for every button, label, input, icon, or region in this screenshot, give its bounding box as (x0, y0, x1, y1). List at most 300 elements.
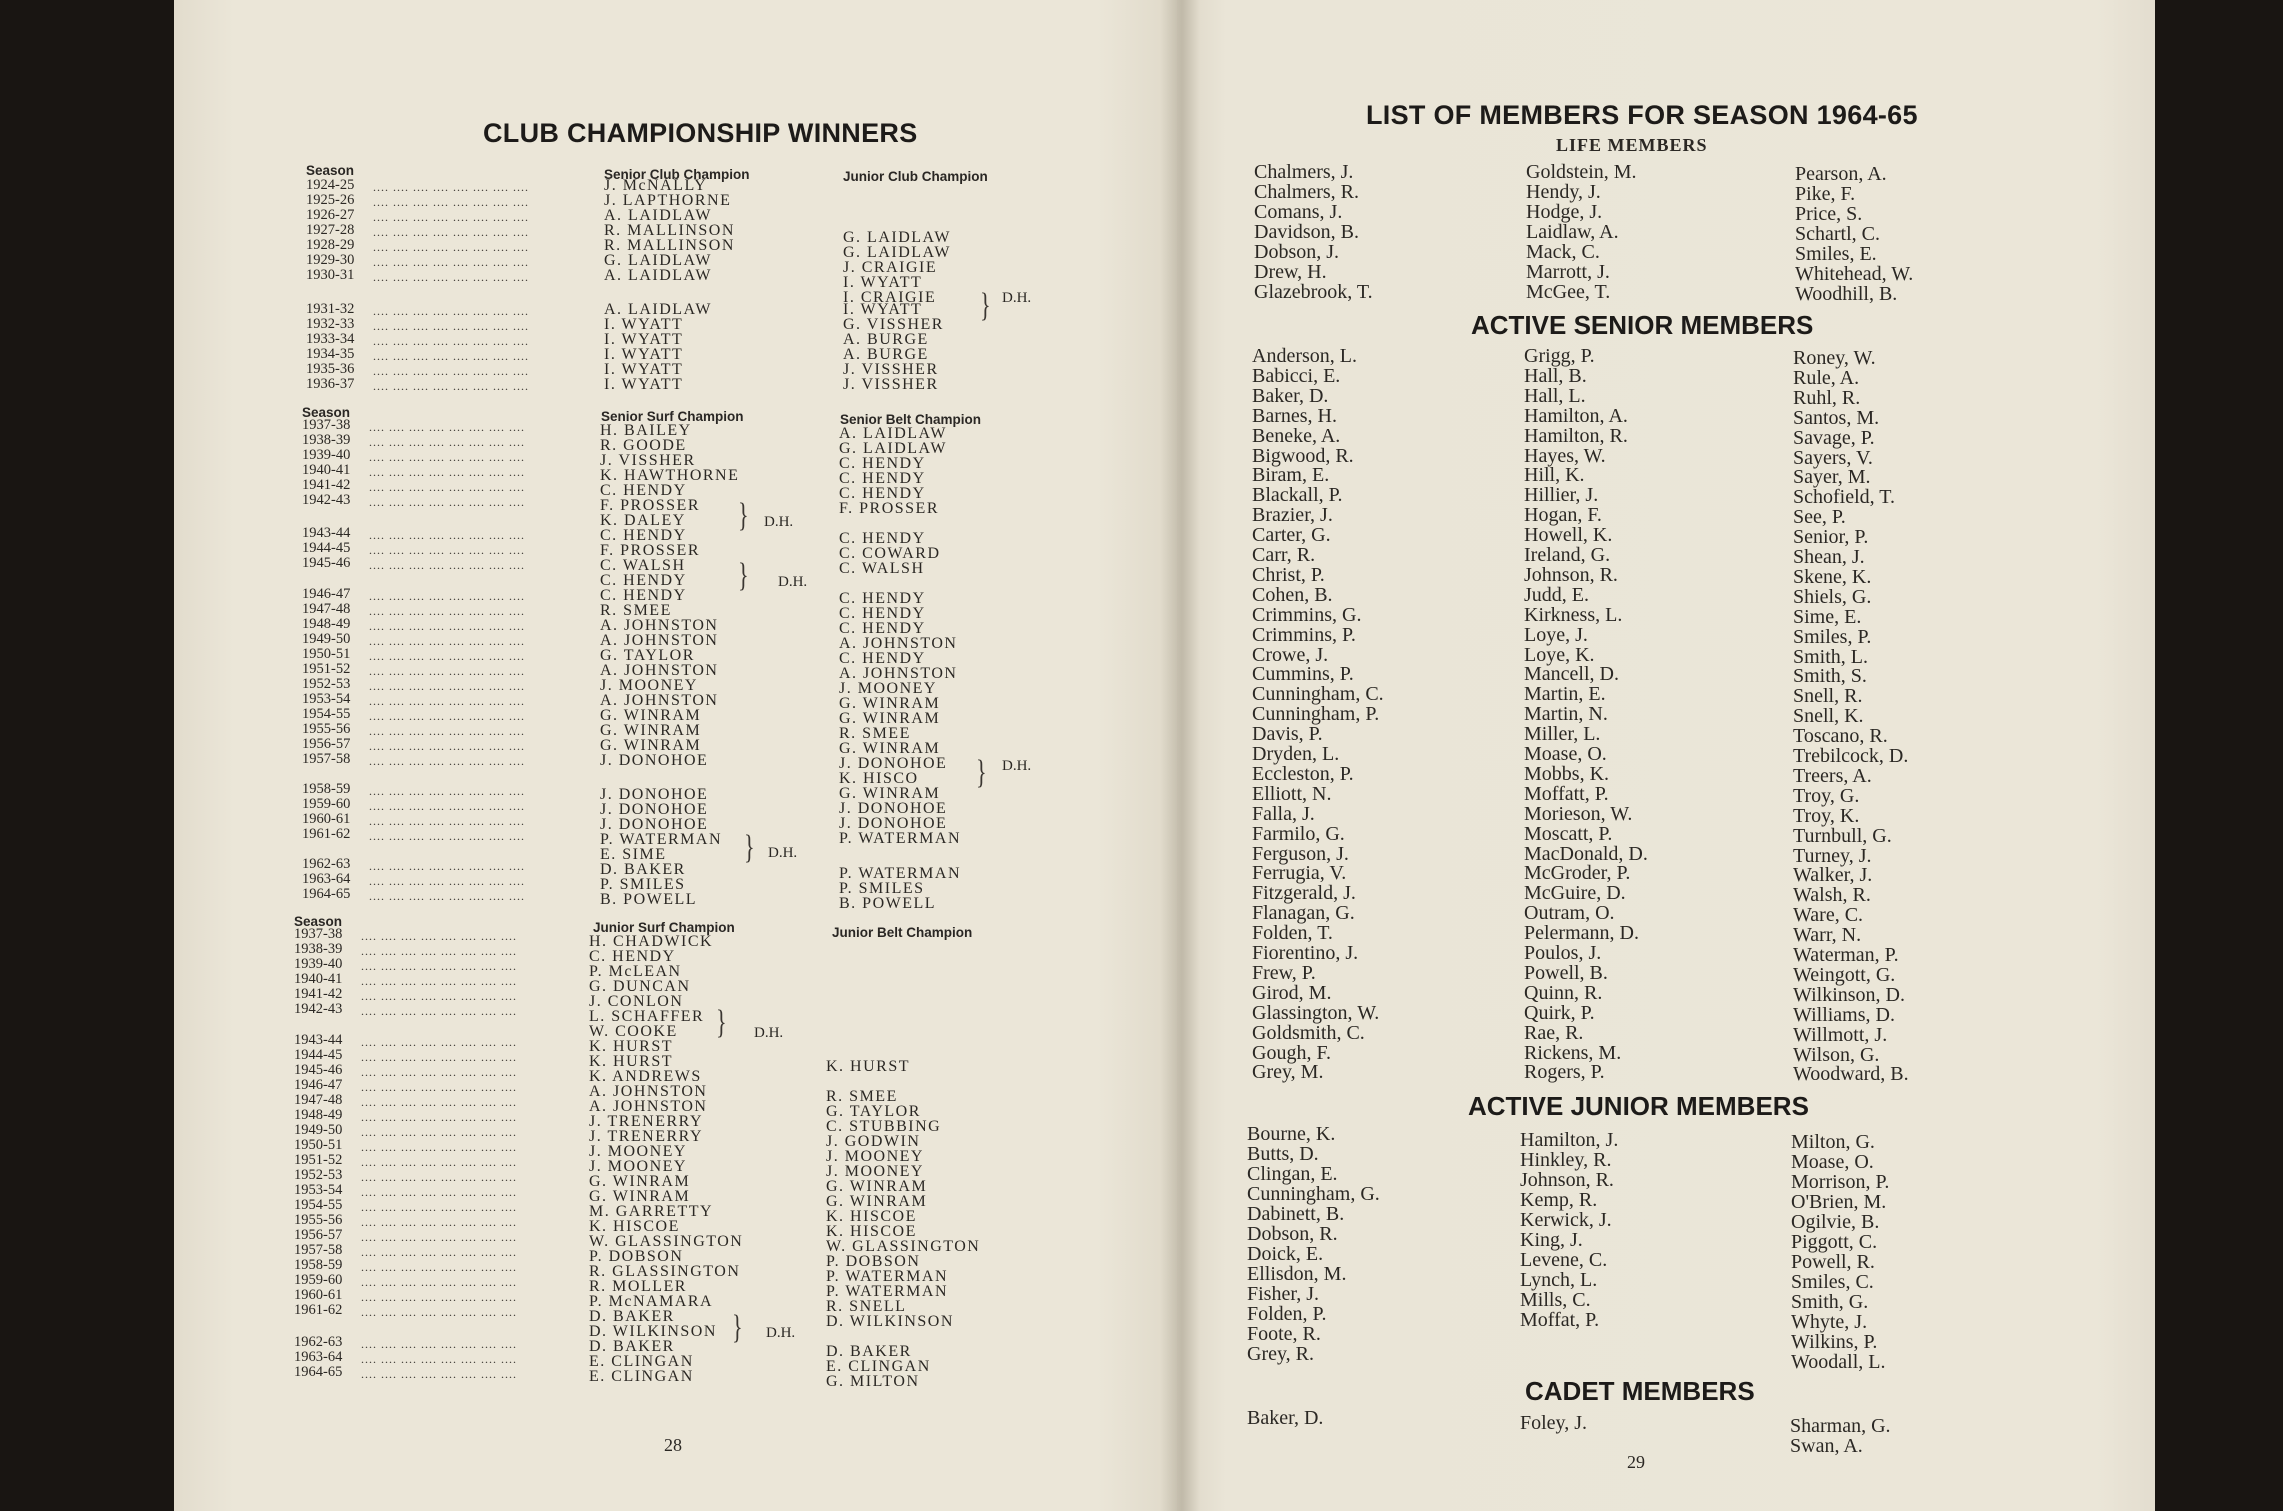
member-name: Goldsmith, C. (1252, 1022, 1365, 1044)
member-name: Turney, J. (1793, 845, 1872, 867)
season-label: 1960-61 (302, 811, 351, 827)
dot-leader: .... .... .... .... .... .... .... .... (361, 1367, 517, 1381)
member-name: Pearson, A. (1795, 163, 1887, 185)
member-name: Waterman, P. (1793, 944, 1899, 966)
junior-surf-champion-name: C. HENDY (589, 948, 676, 965)
season-label: 1963-64 (302, 871, 351, 887)
member-name: Sharman, G. (1790, 1415, 1891, 1437)
junior-belt-champion-name: R. SNELL (826, 1298, 907, 1315)
senior-belt-champion-name: C. HENDY (839, 530, 926, 547)
season-label: 1948-49 (302, 616, 351, 632)
member-name: Cohen, B. (1252, 584, 1333, 606)
members-list-title: LIST OF MEMBERS FOR SEASON 1964-65 (1366, 100, 1918, 130)
member-name: Savage, P. (1793, 427, 1875, 449)
active-senior-members-heading: ACTIVE SENIOR MEMBERS (1471, 310, 1814, 340)
dot-leader: .... .... .... .... .... .... .... .... (361, 1275, 517, 1289)
dead-heat-brace: } (744, 826, 755, 866)
member-name: See, P. (1793, 506, 1846, 528)
junior-surf-champion-name: K. HURST (589, 1038, 674, 1055)
senior-club-champion-name: I. WYATT (604, 346, 684, 363)
dot-leader: .... .... .... .... .... .... .... .... (369, 754, 525, 768)
dot-leader: .... .... .... .... .... .... .... .... (369, 829, 525, 843)
junior-surf-champion-name: K. ANDREWS (589, 1068, 702, 1085)
member-name: Moscatt, P. (1524, 823, 1613, 845)
dot-leader: .... .... .... .... .... .... .... .... (369, 874, 525, 888)
season-label: 1940-41 (302, 462, 351, 478)
season-label: 1933-34 (306, 331, 355, 347)
season-label: 1942-43 (302, 492, 351, 508)
season-label: 1955-56 (294, 1212, 343, 1228)
dead-heat-label: D.H. (764, 514, 794, 530)
dot-leader: .... .... .... .... .... .... .... .... (369, 649, 525, 663)
junior-belt-champion-name: D. BAKER (826, 1343, 912, 1360)
season-label: 1954-55 (302, 706, 351, 722)
member-name: Foley, J. (1520, 1412, 1588, 1434)
member-name: Kerwick, J. (1520, 1209, 1612, 1231)
season-label: 1936-37 (306, 376, 355, 392)
dot-leader: .... .... .... .... .... .... .... .... (361, 974, 517, 988)
senior-surf-champion-name: A. JOHNSTON (600, 692, 719, 709)
member-name: Moase, O. (1524, 743, 1607, 765)
member-name: Hamilton, A. (1524, 405, 1628, 427)
senior-surf-champion-name: F. PROSSER (600, 497, 700, 514)
senior-club-champion-name: J. McNALLY (604, 177, 708, 194)
member-name: Moffat, P. (1520, 1309, 1600, 1331)
junior-belt-champion-name: G. TAYLOR (826, 1103, 921, 1120)
junior-surf-champion-name: D. BAKER (589, 1308, 675, 1325)
senior-surf-champion-name: K. HAWTHORNE (600, 467, 740, 484)
member-name: Ware, C. (1793, 904, 1864, 926)
member-name: Folden, P. (1247, 1303, 1327, 1325)
season-label: 1935-36 (306, 361, 355, 377)
senior-belt-champion-name: G. WINRAM (839, 785, 941, 802)
dot-leader: .... .... .... .... .... .... .... .... (361, 1035, 517, 1049)
member-name: Bigwood, R. (1252, 445, 1354, 467)
senior-surf-champion-name: P. WATERMAN (600, 831, 722, 848)
senior-belt-champion-name: C. HENDY (839, 470, 926, 487)
junior-surf-champion-name: K. HURST (589, 1053, 674, 1070)
dot-leader: .... .... .... .... .... .... .... .... (361, 989, 517, 1003)
member-name: Comans, J. (1254, 201, 1343, 223)
member-name: Hodge, J. (1526, 201, 1603, 223)
senior-belt-champion-name: R. SMEE (839, 725, 911, 742)
member-name: Gough, F. (1252, 1042, 1331, 1064)
season-label: 1943-44 (294, 1032, 343, 1048)
member-name: Smiles, C. (1791, 1271, 1874, 1293)
dot-leader: .... .... .... .... .... .... .... .... (373, 349, 529, 363)
junior-surf-champion-name: J. MOONEY (589, 1143, 687, 1160)
season-label: 1934-35 (306, 346, 355, 362)
season-label: 1963-64 (294, 1349, 343, 1365)
member-name: Babicci, E. (1252, 365, 1341, 387)
member-name: King, J. (1520, 1229, 1583, 1251)
dot-leader: .... .... .... .... .... .... .... .... (373, 195, 529, 209)
junior-club-champion-header: Junior Club Champion (843, 169, 988, 184)
dot-leader: .... .... .... .... .... .... .... .... (373, 270, 529, 284)
dead-heat-brace: } (732, 1306, 743, 1346)
dead-heat-brace: } (738, 494, 749, 534)
member-name: Pike, F. (1795, 183, 1856, 205)
senior-belt-champion-name: C. HENDY (839, 605, 926, 622)
member-name: Ireland, G. (1524, 544, 1611, 566)
member-name: Hendy, J. (1526, 181, 1601, 203)
junior-surf-champion-name: P. McNAMARA (589, 1293, 714, 1310)
member-name: Shean, J. (1793, 546, 1865, 568)
senior-surf-champion-name: G. WINRAM (600, 707, 702, 724)
member-name: Toscano, R. (1793, 725, 1888, 747)
senior-surf-champion-name: J. MOONEY (600, 677, 698, 694)
dot-leader: .... .... .... .... .... .... .... .... (369, 859, 525, 873)
dot-leader: .... .... .... .... .... .... .... .... (361, 1050, 517, 1064)
junior-surf-champion-name: J. TRENERRY (589, 1113, 703, 1130)
dot-leader: .... .... .... .... .... .... .... .... (369, 664, 525, 678)
member-name: Rule, A. (1793, 367, 1860, 389)
member-name: MacDonald, D. (1524, 843, 1648, 865)
junior-club-champion-name: J. VISSHER (843, 361, 939, 378)
dot-leader: .... .... .... .... .... .... .... .... (373, 180, 529, 194)
senior-belt-champion-name: C. HENDY (839, 650, 926, 667)
junior-belt-champion-name: P. WATERMAN (826, 1283, 948, 1300)
member-name: Johnson, R. (1524, 564, 1618, 586)
member-name: Milton, G. (1791, 1131, 1875, 1153)
senior-club-champion-name: A. LAIDLAW (604, 267, 712, 284)
dead-heat-brace: } (738, 554, 749, 594)
member-name: Price, S. (1795, 203, 1863, 225)
member-name: Butts, D. (1247, 1143, 1319, 1165)
dot-leader: .... .... .... .... .... .... .... .... (361, 1245, 517, 1259)
active-junior-members-heading: ACTIVE JUNIOR MEMBERS (1468, 1091, 1809, 1121)
member-name: Santos, M. (1793, 407, 1880, 429)
member-name: Kemp, R. (1520, 1189, 1598, 1211)
member-name: Judd, E. (1524, 584, 1589, 606)
member-name: Davidson, B. (1254, 221, 1359, 243)
season-label: 1944-45 (294, 1047, 343, 1063)
dot-leader: .... .... .... .... .... .... .... .... (369, 495, 525, 509)
season-label: 1938-39 (302, 432, 351, 448)
season-label: 1945-46 (294, 1062, 343, 1078)
member-name: Troy, G. (1793, 785, 1860, 807)
member-name: Cunningham, C. (1252, 683, 1384, 705)
member-name: Hamilton, R. (1524, 425, 1628, 447)
dot-leader: .... .... .... .... .... .... .... .... (361, 1200, 517, 1214)
member-name: Turnbull, G. (1793, 825, 1892, 847)
junior-club-champion-name: I. WYATT (843, 301, 923, 318)
senior-club-champion-name: I. WYATT (604, 316, 684, 333)
member-name: Pelermann, D. (1524, 922, 1639, 944)
member-name: Davis, P. (1252, 723, 1323, 745)
junior-club-champion-name: G. VISSHER (843, 316, 944, 333)
junior-surf-champion-name: M. GARRETTY (589, 1203, 714, 1220)
member-name: Schartl, C. (1795, 223, 1880, 245)
dot-leader: .... .... .... .... .... .... .... .... (361, 1140, 517, 1154)
member-name: Miller, L. (1524, 723, 1601, 745)
dot-leader: .... .... .... .... .... .... .... .... (369, 543, 525, 557)
dot-leader: .... .... .... .... .... .... .... .... (369, 465, 525, 479)
junior-surf-champion-name: R. GLASSINGTON (589, 1263, 741, 1280)
season-label: 1949-50 (294, 1122, 343, 1138)
member-name: Crimmins, G. (1252, 604, 1362, 626)
dot-leader: .... .... .... .... .... .... .... .... (369, 450, 525, 464)
senior-club-champion-name: R. MALLINSON (604, 237, 735, 254)
senior-belt-champion-name: A. JOHNSTON (839, 635, 958, 652)
member-name: Smith, S. (1793, 665, 1867, 687)
senior-surf-champion-name: G. TAYLOR (600, 647, 695, 664)
dot-leader: .... .... .... .... .... .... .... .... (369, 694, 525, 708)
member-name: Wilkins, P. (1791, 1331, 1878, 1353)
member-name: Wilkinson, D. (1793, 984, 1905, 1006)
dead-heat-label: D.H. (778, 574, 808, 590)
member-name: O'Brien, M. (1791, 1191, 1887, 1213)
dot-leader: .... .... .... .... .... .... .... .... (361, 944, 517, 958)
dot-leader: .... .... .... .... .... .... .... .... (369, 784, 525, 798)
member-name: Bourne, K. (1247, 1123, 1336, 1145)
season-label: 1958-59 (294, 1257, 343, 1273)
junior-surf-champion-name: J. MOONEY (589, 1158, 687, 1175)
season-label: 1928-29 (306, 237, 355, 253)
junior-surf-champion-name: R. MOLLER (589, 1278, 687, 1295)
season-label: 1925-26 (306, 192, 355, 208)
junior-belt-champion-name: K. HISCOE (826, 1223, 917, 1240)
senior-belt-champion-name: A. LAIDLAW (839, 425, 947, 442)
member-name: Hill, K. (1524, 464, 1585, 486)
member-name: Mills, C. (1520, 1289, 1591, 1311)
senior-surf-champion-name: A. JOHNSTON (600, 617, 719, 634)
junior-belt-champion-name: G. WINRAM (826, 1178, 928, 1195)
member-name: Sayers, V. (1793, 447, 1873, 469)
member-name: Williams, D. (1793, 1004, 1895, 1026)
member-name: Marrott, J. (1526, 261, 1610, 283)
member-name: Hall, L. (1524, 385, 1586, 407)
member-name: Biram, E. (1252, 464, 1330, 486)
member-name: Carr, R. (1252, 544, 1316, 566)
junior-club-champion-name: I. CRAIGIE (843, 289, 937, 306)
dot-leader: .... .... .... .... .... .... .... .... (361, 1110, 517, 1124)
junior-belt-champion-name: G. WINRAM (826, 1193, 928, 1210)
member-name: Elliott, N. (1252, 783, 1332, 805)
junior-belt-champion-header: Junior Belt Champion (832, 925, 973, 940)
season-label: 1939-40 (294, 956, 343, 972)
member-name: Farmilo, G. (1252, 823, 1345, 845)
dot-leader: .... .... .... .... .... .... .... .... (369, 889, 525, 903)
member-name: Poulos, J. (1524, 942, 1602, 964)
junior-surf-champion-name: D. BAKER (589, 1338, 675, 1355)
senior-belt-champion-name: G. WINRAM (839, 710, 941, 727)
dot-leader: .... .... .... .... .... .... .... .... (361, 1230, 517, 1244)
dot-leader: .... .... .... .... .... .... .... .... (373, 210, 529, 224)
member-name: Martin, N. (1524, 703, 1608, 725)
member-name: Chalmers, J. (1254, 161, 1354, 183)
member-name: Shiels, G. (1793, 586, 1872, 608)
dot-leader: .... .... .... .... .... .... .... .... (361, 1290, 517, 1304)
member-name: Drew, H. (1254, 261, 1327, 283)
junior-club-champion-name: I. WYATT (843, 274, 923, 291)
dot-leader: .... .... .... .... .... .... .... .... (369, 799, 525, 813)
dot-leader: .... .... .... .... .... .... .... .... (369, 604, 525, 618)
member-name: Morrison, P. (1791, 1171, 1890, 1193)
dot-leader: .... .... .... .... .... .... .... .... (369, 589, 525, 603)
senior-surf-champion-header: Senior Surf Champion (601, 409, 744, 424)
junior-surf-champion-name: P. DOBSON (589, 1248, 684, 1265)
season-label: 1929-30 (306, 252, 355, 268)
member-name: McGuire, D. (1524, 882, 1626, 904)
member-name: Cummins, P. (1252, 663, 1354, 685)
senior-surf-champion-name: K. DALEY (600, 512, 686, 529)
season-label: 1926-27 (306, 207, 355, 223)
member-name: Cunningham, G. (1247, 1183, 1380, 1205)
senior-surf-champion-name: G. WINRAM (600, 737, 702, 754)
junior-club-champion-name: G. LAIDLAW (843, 229, 951, 246)
season-label: 1961-62 (294, 1302, 343, 1318)
member-name: Grigg, P. (1524, 345, 1595, 367)
junior-surf-champion-name: A. JOHNSTON (589, 1098, 708, 1115)
junior-surf-champion-name: E. CLINGAN (589, 1368, 694, 1385)
member-name: Rogers, P. (1524, 1061, 1605, 1083)
senior-surf-champion-name: B. POWELL (600, 891, 698, 908)
member-name: Powell, B. (1524, 962, 1608, 984)
senior-club-champion-header: Senior Club Champion (604, 167, 750, 182)
season-label: 1964-65 (302, 886, 351, 902)
member-name: Dabinett, B. (1247, 1203, 1345, 1225)
member-name: Moffatt, P. (1524, 783, 1609, 805)
junior-surf-champion-name: G. DUNCAN (589, 978, 691, 995)
member-name: Ogilvie, B. (1791, 1211, 1880, 1233)
senior-belt-champion-name: K. HISCO (839, 770, 919, 787)
dot-leader: .... .... .... .... .... .... .... .... (369, 420, 525, 434)
season-label: 1946-47 (294, 1077, 343, 1093)
junior-belt-champion-name: E. CLINGAN (826, 1358, 931, 1375)
season-label: 1941-42 (294, 986, 343, 1002)
member-name: Mobbs, K. (1524, 763, 1610, 785)
member-name: Skene, K. (1793, 566, 1872, 588)
member-name: Loye, J. (1524, 624, 1588, 646)
season-label: 1961-62 (302, 826, 351, 842)
member-name: McGee, T. (1526, 281, 1611, 303)
dot-leader: .... .... .... .... .... .... .... .... (369, 480, 525, 494)
dot-leader: .... .... .... .... .... .... .... .... (361, 1337, 517, 1351)
season-label: 1947-48 (302, 601, 351, 617)
dot-leader: .... .... .... .... .... .... .... .... (361, 1004, 517, 1018)
senior-belt-champion-name: J. DONOHOE (839, 755, 948, 772)
junior-club-champion-name: J. VISSHER (843, 376, 939, 393)
season-label: 1950-51 (294, 1137, 343, 1153)
member-name: Sayer, M. (1793, 466, 1871, 488)
season-label: 1939-40 (302, 447, 351, 463)
season-label: 1931-32 (306, 301, 355, 317)
member-name: Swan, A. (1790, 1435, 1863, 1457)
member-name: Smith, L. (1793, 646, 1869, 668)
season-label: 1950-51 (302, 646, 351, 662)
member-name: Mack, C. (1526, 241, 1600, 263)
member-name: Walker, J. (1793, 864, 1873, 886)
junior-club-champion-name: A. BURGE (843, 346, 929, 363)
senior-belt-champion-name: P. SMILES (839, 880, 925, 897)
member-name: Smith, G. (1791, 1291, 1869, 1313)
member-name: Schofield, T. (1793, 486, 1896, 508)
season-label: 1964-65 (294, 1364, 343, 1380)
member-name: Clingan, E. (1247, 1163, 1338, 1185)
season-label: 1959-60 (302, 796, 351, 812)
member-name: Ferrugia, V. (1252, 862, 1347, 884)
junior-belt-champion-name: C. STUBBING (826, 1118, 942, 1135)
senior-club-champion-name: A. LAIDLAW (604, 207, 712, 224)
dot-leader: .... .... .... .... .... .... .... .... (373, 304, 529, 318)
junior-surf-champion-name: G. WINRAM (589, 1173, 691, 1190)
senior-belt-champion-name: P. WATERMAN (839, 865, 961, 882)
dot-leader: .... .... .... .... .... .... .... .... (369, 528, 525, 542)
member-name: Rae, R. (1524, 1022, 1584, 1044)
member-name: Blackall, P. (1252, 484, 1343, 506)
dot-leader: .... .... .... .... .... .... .... .... (369, 679, 525, 693)
member-name: Morieson, W. (1524, 803, 1633, 825)
junior-belt-champion-name: K. HURST (826, 1058, 911, 1075)
member-name: Moase, O. (1791, 1151, 1874, 1173)
season-label: 1957-58 (302, 751, 351, 767)
senior-club-champion-name: J. LAPTHORNE (604, 192, 732, 209)
right-page-number: 29 (1627, 1452, 1645, 1472)
dot-leader: .... .... .... .... .... .... .... .... (361, 1260, 517, 1274)
dot-leader: .... .... .... .... .... .... .... .... (369, 634, 525, 648)
member-name: Loye, K. (1524, 644, 1595, 666)
season-label: 1959-60 (294, 1272, 343, 1288)
junior-belt-champion-name: K. HISCOE (826, 1208, 917, 1225)
dot-leader: .... .... .... .... .... .... .... .... (361, 1352, 517, 1366)
dot-leader: .... .... .... .... .... .... .... .... (373, 255, 529, 269)
dead-heat-brace: } (976, 751, 987, 791)
junior-surf-champion-name: P. McLEAN (589, 963, 682, 980)
season-label: 1962-63 (302, 856, 351, 872)
dead-heat-label: D.H. (1002, 758, 1032, 774)
senior-surf-champion-name: D. BAKER (600, 861, 686, 878)
season-label: 1956-57 (302, 736, 351, 752)
member-name: Hall, B. (1524, 365, 1587, 387)
season-label: 1949-50 (302, 631, 351, 647)
junior-surf-champion-name: W. COOKE (589, 1023, 678, 1040)
season-label: 1945-46 (302, 555, 351, 571)
championship-title: CLUB CHAMPIONSHIP WINNERS (483, 118, 918, 148)
junior-belt-champion-name: P. WATERMAN (826, 1268, 948, 1285)
senior-surf-champion-name: G. WINRAM (600, 722, 702, 739)
member-name: Hayes, W. (1524, 445, 1606, 467)
member-name: Baker, D. (1252, 385, 1329, 407)
junior-surf-champion-name: K. HISCOE (589, 1218, 680, 1235)
season-label: 1927-28 (306, 222, 355, 238)
dot-leader: .... .... .... .... .... .... .... .... (361, 1185, 517, 1199)
member-name: Woodward, B. (1793, 1063, 1909, 1085)
member-name: Quinn, R. (1524, 982, 1603, 1004)
junior-belt-champion-name: D. WILKINSON (826, 1313, 954, 1330)
dead-heat-brace: } (980, 284, 991, 324)
member-name: Hinkley, R. (1520, 1149, 1612, 1171)
member-name: Grey, R. (1247, 1343, 1315, 1365)
member-name: Kirkness, L. (1524, 604, 1623, 626)
dot-leader: .... .... .... .... .... .... .... .... (361, 1170, 517, 1184)
member-name: Snell, K. (1793, 705, 1864, 727)
member-name: Rickens, M. (1524, 1042, 1622, 1064)
member-name: Martin, E. (1524, 683, 1606, 705)
dead-heat-label: D.H. (754, 1025, 784, 1041)
member-name: Lynch, L. (1520, 1269, 1598, 1291)
season-label: 1953-54 (294, 1182, 343, 1198)
member-name: Chalmers, R. (1254, 181, 1359, 203)
junior-surf-champion-name: E. CLINGAN (589, 1353, 694, 1370)
junior-surf-champion-name: G. WINRAM (589, 1188, 691, 1205)
member-name: Ferguson, J. (1252, 843, 1349, 865)
senior-belt-champion-name: G. LAIDLAW (839, 440, 947, 457)
junior-belt-champion-name: R. SMEE (826, 1088, 898, 1105)
member-name: Outram, O. (1524, 902, 1615, 924)
senior-surf-champion-name: C. HENDY (600, 587, 687, 604)
member-name: Howell, K. (1524, 524, 1613, 546)
